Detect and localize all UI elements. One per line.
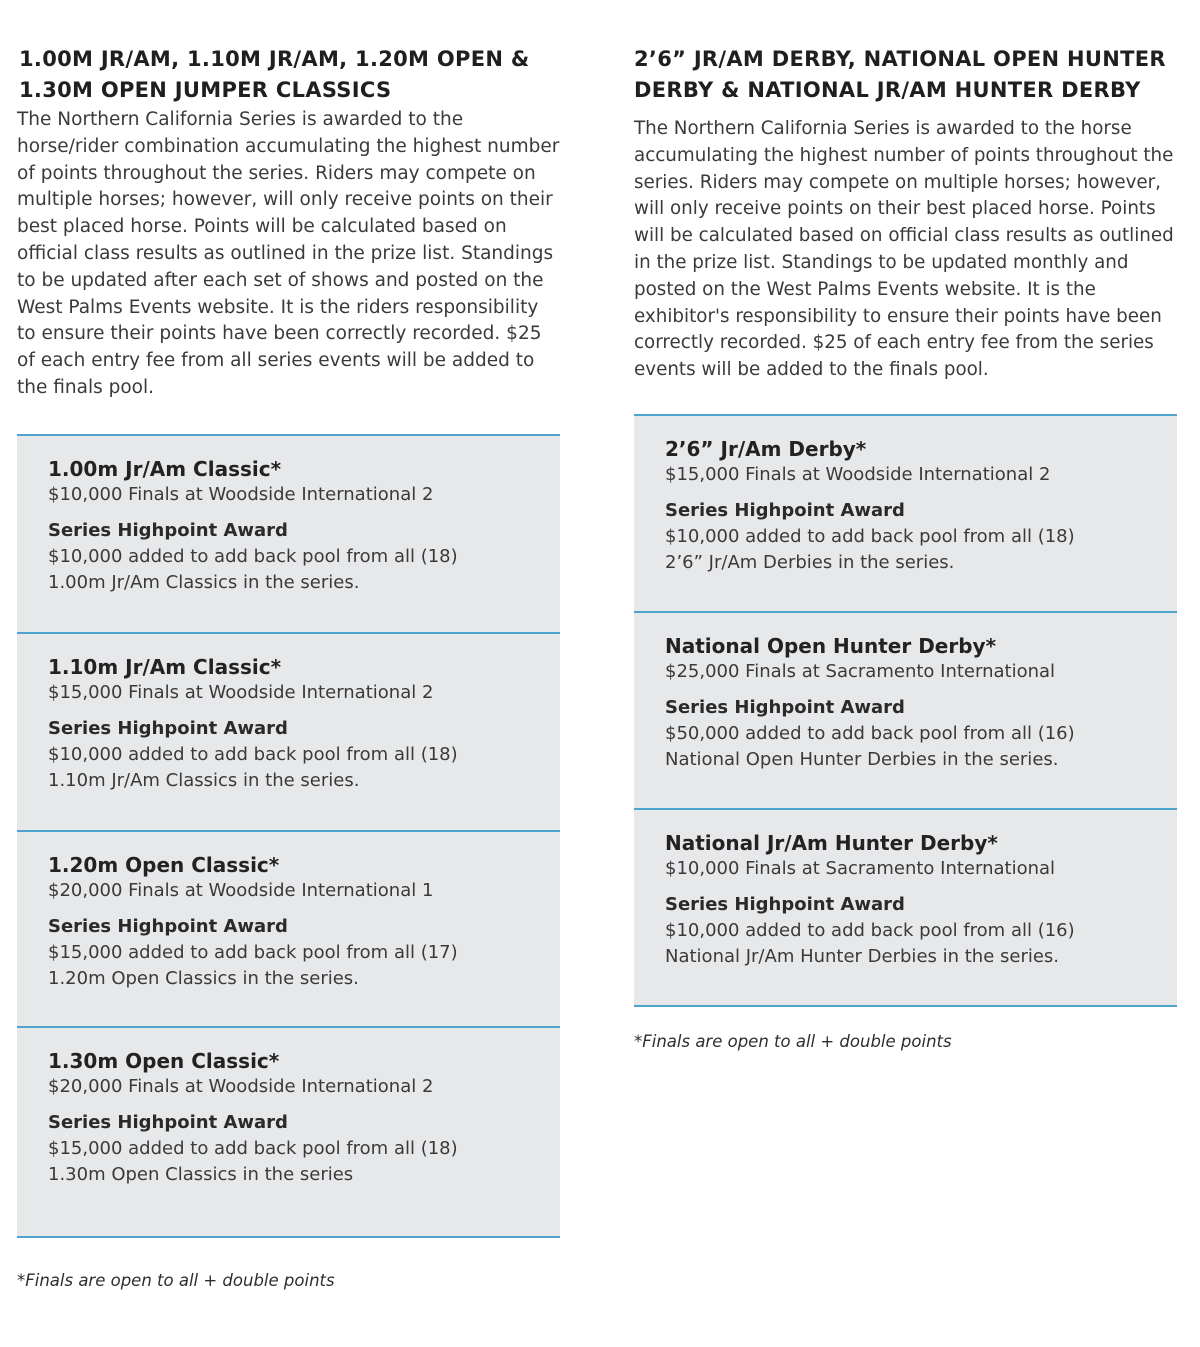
classic-card-110 xyxy=(17,632,560,830)
card-title: 1.00m Jr/Am Classic* xyxy=(48,456,282,481)
card-award-desc: National Jr/Am Hunter Derbies in the series. xyxy=(665,946,1060,968)
card-award-desc: $10,000 added to add back pool from all (18) xyxy=(48,743,458,765)
card-award-desc: $50,000 added to add back pool from all (16) xyxy=(665,722,1075,744)
card-award-desc: National Open Hunter Derbies in the series. xyxy=(665,749,1059,771)
card-award-desc: 1.00m Jr/Am Classics in the series. xyxy=(48,572,360,594)
jumper-classics-heading: 1.00M JR/AM, 1.10M JR/AM, 1.20M OPEN & 1.30M OPEN JUMPER CLASSICS xyxy=(19,47,530,102)
card-award-label: Series Highpoint Award xyxy=(665,499,905,521)
card-award-label: Series Highpoint Award xyxy=(48,1111,288,1133)
jumper-classics-column xyxy=(17,0,560,1292)
derby-card-national-jram xyxy=(634,808,1177,1007)
finals-footnote: *Finals are open to all + double points xyxy=(634,1031,952,1051)
card-award-label: Series Highpoint Award xyxy=(665,893,905,915)
finals-footnote: *Finals are open to all + double points xyxy=(17,1270,335,1290)
card-title: National Jr/Am Hunter Derby* xyxy=(665,830,998,855)
hunter-derby-column xyxy=(634,0,1177,1053)
card-award-label: Series Highpoint Award xyxy=(48,519,288,541)
hunter-derby-intro: The Northern California Series is awarded to the horse accumulating the highest number of points throughout the series. Riders may compete on multiple horses; however, will only receive points on their best placed horse. Points will be calculated based on official class results as outlined in the prize list. Standings to be updated monthly and posted on the West Palms Events website. It is the exhibitor's responsibility to ensure their points have been correctly recorded. $25 of each entry fee from the series events will be added to the finals pool. xyxy=(634,118,1174,381)
hunter-derby-heading: 2’6” JR/AM DERBY, NATIONAL OPEN HUNTER DERBY & NATIONAL JR/AM HUNTER DERBY xyxy=(634,47,1166,102)
classic-card-120 xyxy=(17,830,560,1026)
derby-card-national-open xyxy=(634,611,1177,808)
jumper-classics-intro: The Northern California Series is awarded to the horse/rider combination accumulating the highest number of points throughout the series. Riders may compete on multiple horses; however, will only receive points on their best placed horse. Points will be calculated based on official class results as outlined in the prize list. Standings to be updated after each set of shows and posted on the West Palms Events website. It is the riders responsibility to ensure their points have been correctly recorded. $25 of each entry fee from all series events will be added to the finals pool. xyxy=(17,109,560,398)
card-award-desc: $10,000 added to add back pool from all (18) xyxy=(665,525,1075,547)
card-award-desc: 1.20m Open Classics in the series. xyxy=(48,968,359,990)
card-award-desc: 2’6” Jr/Am Derbies in the series. xyxy=(665,552,955,574)
card-award-desc: 1.30m Open Classics in the series xyxy=(48,1164,354,1186)
card-title: National Open Hunter Derby* xyxy=(665,633,997,658)
card-award-desc: $15,000 added to add back pool from all (17) xyxy=(48,941,458,963)
card-finals: $25,000 Finals at Sacramento International xyxy=(665,660,1056,682)
card-award-desc: $10,000 added to add back pool from all (18) xyxy=(48,545,458,567)
card-finals: $20,000 Finals at Woodside International 1 xyxy=(48,879,434,901)
card-award-label: Series Highpoint Award xyxy=(665,696,905,718)
jumper-classics-list xyxy=(17,434,560,1238)
card-award-desc: $10,000 added to add back pool from all (16) xyxy=(665,919,1075,941)
card-finals: $10,000 Finals at Sacramento International xyxy=(665,857,1056,879)
card-title: 1.20m Open Classic* xyxy=(48,852,280,877)
card-title: 2’6” Jr/Am Derby* xyxy=(665,436,867,461)
card-finals: $15,000 Finals at Woodside International 2 xyxy=(48,681,434,703)
classic-card-100 xyxy=(17,434,560,632)
hunter-derby-list xyxy=(634,414,1177,1007)
card-award-label: Series Highpoint Award xyxy=(48,717,288,739)
card-award-desc: 1.10m Jr/Am Classics in the series. xyxy=(48,770,360,792)
card-finals: $15,000 Finals at Woodside International 2 xyxy=(665,463,1051,485)
classic-card-130 xyxy=(17,1026,560,1238)
card-title: 1.10m Jr/Am Classic* xyxy=(48,654,282,679)
card-finals: $10,000 Finals at Woodside International 2 xyxy=(48,483,434,505)
card-award-desc: $15,000 added to add back pool from all (18) xyxy=(48,1137,458,1159)
card-award-label: Series Highpoint Award xyxy=(48,915,288,937)
derby-card-26 xyxy=(634,414,1177,611)
card-finals: $20,000 Finals at Woodside International 2 xyxy=(48,1075,434,1097)
card-title: 1.30m Open Classic* xyxy=(48,1048,280,1073)
